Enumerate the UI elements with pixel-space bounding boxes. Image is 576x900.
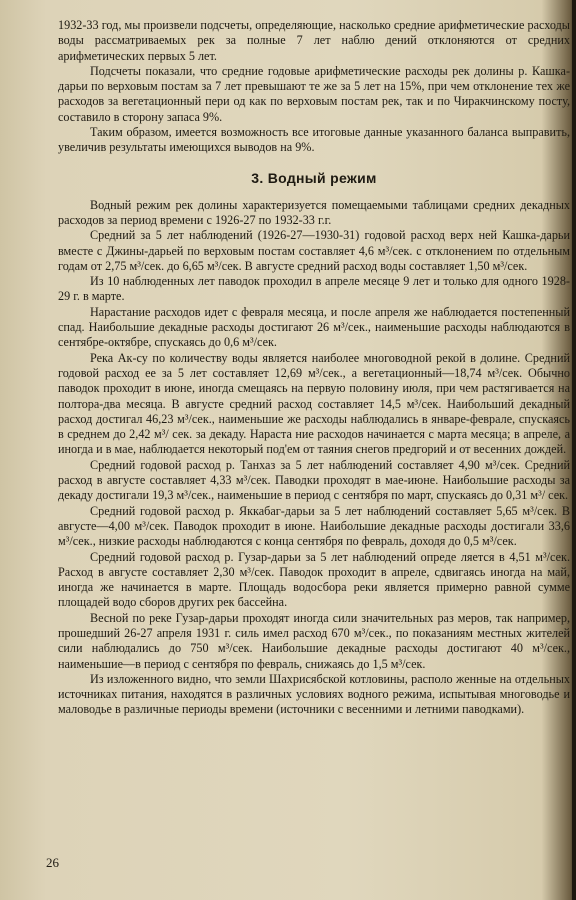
paragraph-tankhaz: Средний годовой расход р. Танхаз за 5 лет наблюдений составляет 4,90 м³/сек. Средний расход в августе составляет 4,33 м³/сек. Паводки проходят в мае-июне. Наибольшие расходы за декаду достигали 19,3 м³/сек., наименьшие в период с сентября по март, спускаясь до 0,31 м³/ сек. [58, 457, 570, 503]
section-heading: 3. Водный режим [251, 169, 377, 186]
paragraph-flow-increase: Нарастание расходов идет с февраля месяца, и после апреля же наблюдается постепенный спад. Наибольшие декадные расходы достигают 26 м³/сек., наименьшие расходы наблюдаются в сентябре-октябре, спускаясь до 0,6 м³/сек. [58, 304, 570, 350]
paragraph-ak-su: Река Ак-су по количеству воды является наиболее многоводной рекой в долине. Средний годовой расход ее за 5 лет составляет 12,69 м³/сек., а вегетационный—18,74 м³/сек. Обычно паводок проходит в июне, иногда смещаясь на первую половину июля, при чем растягивается на полтора-два месяца. В августе средний расход составляет 14,5 м³/сек. Наибольший декадный расход достигал 46,23 м³/сек., наименьшие же расходы наблюдались в январе-феврале, спускаясь в среднем до 2,42 м³/ сек. за декаду. Нараста ние расходов начинается с марта месяца; в апреле, а иногда и в мае, наблюдается некоторый под'ем от таяния снегов предгорий и от весенних дождей. [58, 350, 570, 457]
paragraph-mudflows: Весной по реке Гузар-дарьи проходят иногда сили значительных раз меров, так например, прошедший 26-27 апреля 1931 г. силь имел расход 670 м³/сек., по показаниям местных жителей сили наблюдались до 750 м³/сек. Наибольшие декадные расходы достигают 40 м³/сек., наименьшие—в период с сентября по февраль, снижаясь до 1,5 м³/сек. [58, 610, 570, 671]
paragraph-yakkabag-darya: Средний годовой расход р. Яккабаг-дарьи за 5 лет наблюдений составляет 5,65 м³/сек. В августе—4,00 м³/сек. Паводок проходит в июне. Наибольшие декадные расходы достигали 33,6 м³/сек., низкие расходы наблюдаются с конца сентября по февраль, доходя до 0,5 м³/сек. [58, 503, 570, 549]
paragraph-conclusion: Из изложенного видно, что земли Шахрисябской котловины, располо женные на отдельных источниках питания, находятся в различных условиях водного режима, испытывая многоводье и маловодье в различные периоды времени (источники с весенними и летними паводками). [58, 671, 570, 717]
paragraph-flood-years: Из 10 наблюденных лет паводок проходил в апреле месяце 9 лет и только для одного 1928-29 г. в марте. [58, 274, 570, 304]
paragraph-balance-correction: Таким образом, имеется возможность все итоговые данные указанного баланса выправить, увеличив результаты имеющихся выводов на 9%. [58, 125, 570, 155]
paragraph-water-regime-intro: Водный режим рек долины характеризуется помещаемыми таблицами средних декадных расходов за период времени с 1926-27 по 1932-33 г.г. [58, 197, 570, 227]
paragraph-continuation: 1932-33 год, мы произвели подсчеты, определяющие, насколько средние арифметические расходы воды рассматриваемых рек за полные 7 лет наблю дений отклоняются от средних арифметических первых 5 лет. [58, 18, 570, 63]
page-number: 26 [46, 855, 59, 870]
paragraph-guzar-darya: Средний годовой расход р. Гузар-дарьи за 5 лет наблюдений опреде ляется в 4,51 м³/сек. Расход в августе составляет 2,30 м³/сек. Паводок проходит в апреле, сдвигаясь иногда на май, иногда же начинается в марте. Площадь водосбора реки является примерно равной сумме площадей водо сборов других рек бассейна. [58, 549, 570, 610]
binding-edge [572, 0, 576, 900]
paragraph-calculation-results: Подсчеты показали, что средние годовые арифметические расходы рек долины р. Кашка-дарьи по верховым постам за 7 лет превышают те же за 5 лет на 15%, при чем отклонение тех же расходов за вегетационный пери од как по верховым постам рек, так и по Чиракчинскому посту, составило в сторону запаса 9%. [58, 63, 570, 124]
paragraph-kashka-darya: Средний за 5 лет наблюдений (1926-27—1930-31) годовой расход верх ней Кашка-дарьи вместе с Джины-дарьей по верховым постам составляет 4,6 м³/сек. с отклонением по отдельным годам от 2,75 м³/сек. до 6,65 м³/сек. В августе средний расход воды составляет 1,50 м³/сек. [58, 228, 570, 273]
